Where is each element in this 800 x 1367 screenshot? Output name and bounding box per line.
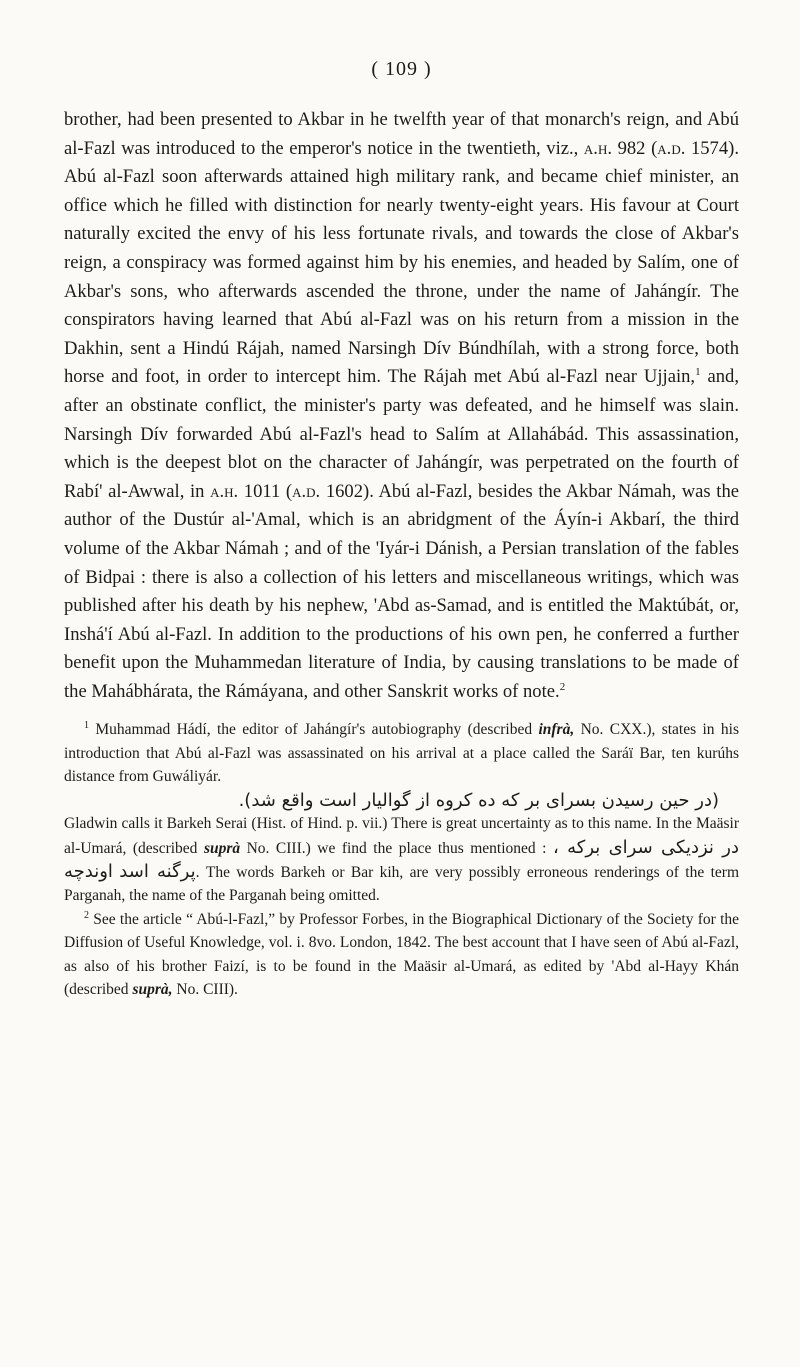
paragraph-text: 1602). Abú al-Fazl, besides the Akbar Námah, was the author of the Dustúr al-'Amal, which is an abridgment of the Áyín-i Akbarí, the third volume of the Akbar Námah ; and of the 'Iyár-i Dánish, a Persian translation of the fables of Bidpai : there is also a collection of his letters and miscellaneous writings, which was published after his death by his nephew, 'Abd as-Samad, and is entitled the Maktúbát, or, Inshá'í Abú al-Fazl. In addition to the productions of his own pen, he conferred a further benefit upon the Muhammedan literature of India, by causing translations to be made of the Mahábhárata, the Rámáyana, and other Sanskrit works of note. (64, 480, 739, 702)
footnotes (64, 718, 739, 1001)
footnote-number: 1 (84, 720, 89, 732)
footnote-text: Muhammad Hádí, the editor of Jahángír's autobiography (described (95, 721, 539, 739)
paragraph-text: 1574). Abú al-Fazl soon afterwards attained high military rank, and became chief minister, an office which he filled with distinction for nearly twenty-eight years. His favour at Court naturally excited the envy of his less fortunate rivals, and towards the close of Akbar's reign, a conspiracy was formed against him by his enemies, and headed by Salím, one of Akbar's sons, who afterwards ascended the throne, under the name of Jahángír. The conspirators having learned that Abú al-Fazl was on his return from a mission in the Dakhin, sent a Hindú Rájah, named Narsingh Dív Búndhílah, with a strong force, both horse and foot, in order to intercept him. The Rájah met Abú al-Fazl near Ujjain, (64, 137, 739, 388)
paragraph-text: 982 ( (611, 137, 658, 159)
era-abbrev: a.d. (657, 137, 686, 159)
era-abbrev: a.h. (583, 137, 612, 159)
footnote-italic: suprà (203, 839, 241, 857)
footnote-ref-2[interactable]: 2 (559, 680, 566, 693)
persian-quotation: (در حين رسيدن بسراى بر كه ده كروه از گواليار است واقع شد). (238, 789, 719, 811)
footnote-text: No. CIII.) we find the place thus mentioned : (240, 839, 547, 857)
paragraph-text: brother, had been presented to Akbar in he twelfth year of that monarch's reign, and Abú al-Fazl was introduced to the emperor's notice in the twentieth, viz., (64, 109, 739, 159)
persian-quotation: در نزديكى سراى بركه ، اوندچه (64, 836, 739, 882)
footnote-text: No. CXX.), states in his introduction that Abú al-Fazl was assassinated on his arrival at a place called the Saráï Bar, ten kurúhs distance from Guwáliyár. (64, 721, 739, 786)
footnote-1 (64, 718, 739, 907)
footnote-text: . The words Barkeh or Bar kih, are very possibly erroneous renderings of the term Parganah, the name of the Parganah being omitted. (64, 863, 739, 905)
era-abbrev: a.d. (292, 480, 321, 502)
footnote-text: No. CIII). (172, 980, 238, 998)
persian-quotation: پرگنه اسد (119, 860, 196, 882)
footnote-2 (64, 908, 739, 1002)
footnote-number: 2 (84, 909, 89, 921)
paragraph-text: 1011 ( (238, 480, 293, 502)
footnote-italic: infrà, (538, 721, 575, 739)
footnote-text: Gladwin calls it Barkeh Serai (Hist. of Hind. p. vii.) There is great uncertainty as to this name. In the Maäsir al-Umará, (described (64, 815, 739, 857)
footnote-text: See the article “ Abú-l-Fazl,” by Professor Forbes, in the Biographical Dictionary of the Society for the Diffusion of Useful Knowledge, vol. i. 8vo. London, 1842. The best account that I have seen of Abú al-Fazl, as also of his brother Faizí, is to be found in the Maäsir al-Umará, as edited by 'Abd al-Hayy Khán (described (64, 910, 740, 998)
page-number: ( 109 ) (371, 58, 432, 80)
footnote-ref-1[interactable]: 1 (695, 366, 701, 379)
footnote-italic: suprà, (132, 980, 173, 998)
era-abbrev: a.h. (210, 480, 239, 502)
paragraph-text: and, after an obstinate conflict, the minister's party was defeated, and he himself was slain. Narsingh Dív forwarded Abú al-Fazl's head to Salím at Allahábád. This assassination, which is the deepest blot on the character of Jahángír, was perpetrated on the fourth of Rabí' al-Awwal, in (64, 366, 739, 502)
main-paragraph (64, 106, 739, 706)
